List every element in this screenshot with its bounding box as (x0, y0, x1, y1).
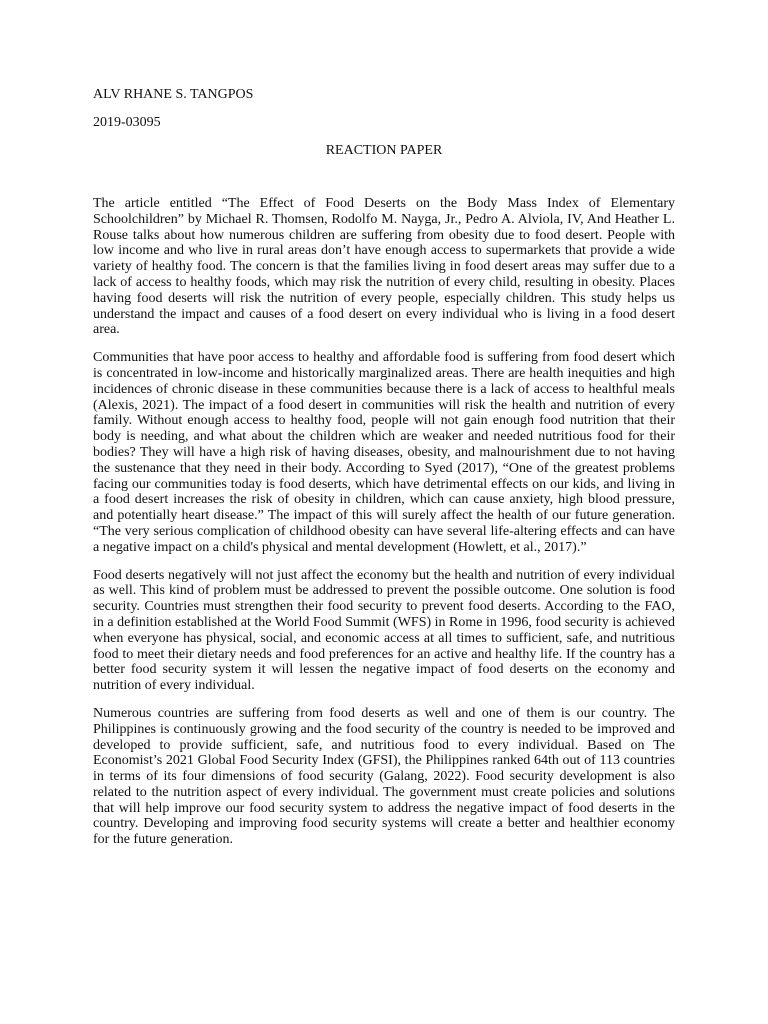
document-page (93, 86, 675, 860)
student-id: 2019-03095 (93, 115, 161, 130)
paragraph-communities: Communities that have poor access to healthy and affordable food is suffering from food desert which is concentrated in low-income and historically marginalized areas. There are health inequities and high incidences of chronic disease in these communities because there is a lack of access to healthful meals (Alexis, 2021). The impact of a food desert in communities will risk the health and nutrition of every family. Without enough access to healthy food, people will not gain enough food nutrition that their body is needing, and what about the children which are weaker and needed nutritious food for their bodies? They will have a high risk of having diseases, obesity, and malnourishment due to not having the sustenance that they need in their body. According to Syed (2017), “One of the greatest problems facing our communities today is food deserts, which have detrimental effects on our kids, and living in a food desert increases the risk of obesity in children, which can cause anxiety, high blood pressure, and potentially heart disease.” The impact of this will surely affect the health of our future generation. “The very serious complication of childhood obesity can have several life-altering effects and can have a negative impact on a child's physical and mental development (Howlett, et al., 2017).” (93, 350, 675, 555)
paragraph-food-security: Food deserts negatively will not just affect the economy but the health and nutrition of every individual as well. This kind of problem must be addressed to prevent the possible outcome. One solution is food security. Countries must strengthen their food security to prevent food deserts. According to the FAO, in a definition established at the World Food Summit (WFS) in Rome in 1996, food security is achieved when everyone has physical, social, and economic access at all times to sufficient, safe, and nutritious food to meet their dietary needs and food preferences for an active and healthy life. If the country has a better food security system it will lessen the negative impact of food deserts on the economy and nutrition of every individual. (93, 567, 675, 694)
author-name: ALV RHANE S. TANGPOS (93, 87, 254, 102)
page-title: REACTION PAPER (325, 143, 443, 158)
paragraph-intro: The article entitled “The Effect of Food Deserts on the Body Mass Index of Elementary Schoolchildren” by Michael R. Thomsen, Rodolfo M. Nayga, Jr., Pedro A. Alviola, IV, And Heather L. Rouse talks about how numerous children are suffering from obesity due to food desert. People with low income and who live in rural areas don’t have enough access to supermarkets that provide a wide variety of healthy food. The concern is that the families living in food desert areas may suffer due to a lack of access to healthy foods, which may risk the nutrition of every child, resulting in obesity. Places having food deserts will risk the nutrition of every people, especially children. This study helps us understand the impact and causes of a food desert on every individual who is living in a food desert area. (93, 196, 675, 338)
paragraph-philippines: Numerous countries are suffering from food deserts as well and one of them is our country. The Philippines is continuously growing and the food security of the country is needed to be improved and developed to provide sufficient, safe, and nutritious food to every individual. Based on The Economist’s 2021 Global Food Security Index (GFSI), the Philippines ranked 64th out of 113 countries in terms of its four dimensions of food security (Galang, 2022). Food security development is also related to the nutrition aspect of every individual. The government must create policies and solutions that will help improve our food security system to address the negative impact of food deserts in the country. Developing and improving food security systems will create a better and healthier economy for the future generation. (93, 705, 675, 848)
